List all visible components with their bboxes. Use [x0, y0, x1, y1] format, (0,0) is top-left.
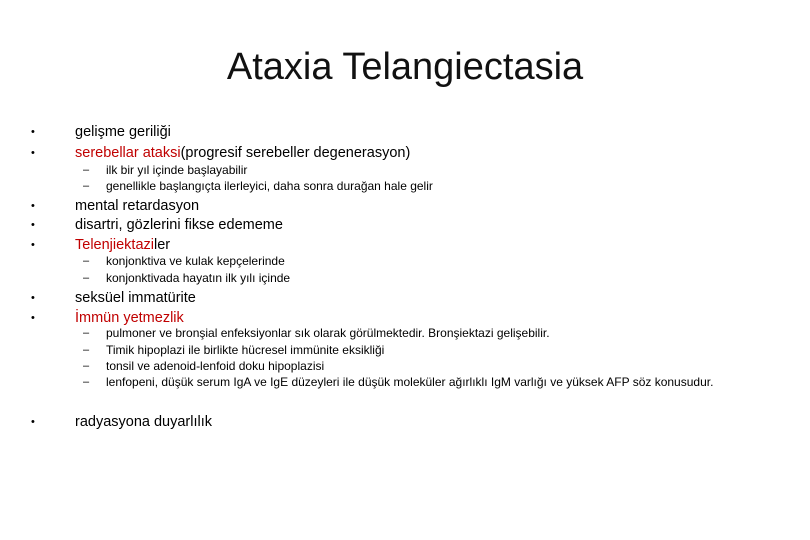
bullet-marker: • [31, 312, 35, 324]
bullet-sexual-immaturity: seksüel immatürite [75, 290, 196, 306]
highlighted-term: serebellar ataksi [75, 145, 181, 161]
slide-title: Ataxia Telangiectasia [226, 46, 584, 88]
bullet-growth-retardation: gelişme geriliği [75, 124, 171, 140]
dash-marker: – [83, 360, 90, 372]
sub-bullet: konjonktivada hayatın ilk yılı içinde [106, 271, 291, 285]
bullet-radiation-sensitivity: radyasyona duyarlılık [75, 414, 213, 430]
sub-bullet: lenfopeni, düşük serum IgA ve IgE düzeyleri ile düşük moleküler ağırlıklı IgM varlığı ve yüksek AFP söz konusudur. [106, 375, 714, 389]
bullet-marker: • [31, 200, 35, 212]
bullet-marker: • [31, 292, 35, 304]
dash-marker: – [83, 164, 90, 176]
bullet-marker: • [31, 239, 35, 251]
dash-marker: – [83, 327, 90, 339]
dash-marker: – [83, 376, 90, 388]
dash-marker: – [83, 272, 90, 284]
sub-bullet: konjonktiva ve kulak kepçelerinde [106, 254, 285, 268]
bullet-immunodeficiency [75, 309, 184, 327]
sub-bullet: genellikle başlangıçta ilerleyici, daha sonra durağan hale gelir [106, 179, 433, 193]
highlighted-term: Telenjiektazi [75, 237, 154, 253]
sub-bullet: Timik hipoplazi ile birlikte hücresel immünite eksikliği [106, 343, 385, 357]
bullet-cerebellar-ataxia [75, 144, 410, 162]
bullet-marker: • [31, 219, 35, 231]
highlighted-term: İmmün yetmezlik [75, 310, 184, 326]
bullet-dysarthria: disartri, gözlerini fikse edememe [75, 217, 283, 233]
dash-marker: – [83, 344, 90, 356]
bullet-marker: • [31, 416, 35, 428]
bullet-mental-retardation: mental retardasyon [75, 198, 200, 214]
bullet-marker: • [31, 126, 35, 138]
bullet-text: (progresif serebeller degenerasyon) [180, 145, 411, 161]
bullet-text: ler [154, 237, 171, 253]
sub-bullet: pulmoner ve bronşial enfeksiyonlar sık olarak görülmektedir. Bronşiektazi gelişebilir. [106, 326, 550, 340]
bullet-marker: • [31, 147, 35, 159]
sub-bullet: tonsil ve adenoid-lenfoid doku hipoplazisi [106, 359, 325, 373]
dash-marker: – [83, 180, 90, 192]
bullet-telangiectasia [75, 236, 170, 254]
sub-bullet: ilk bir yıl içinde başlayabilir [106, 163, 248, 177]
dash-marker: – [83, 255, 90, 267]
